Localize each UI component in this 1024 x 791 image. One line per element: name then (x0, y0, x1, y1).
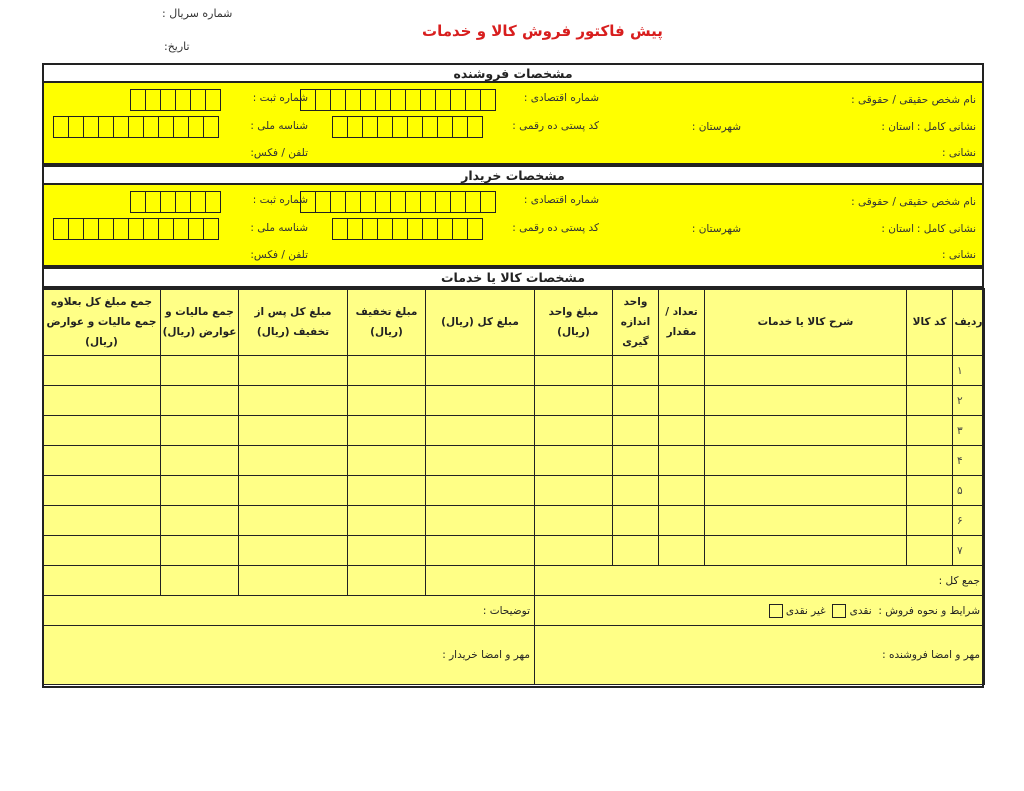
table-cell[interactable] (426, 446, 535, 476)
seller-addr-label: نشانی : (941, 147, 976, 159)
total-label: جمع کل : (535, 566, 985, 596)
col-quantity: تعداد / مقدار (659, 289, 705, 356)
date-label: تاریخ: (164, 40, 190, 53)
table-cell[interactable] (43, 356, 161, 386)
table-cell[interactable] (43, 566, 161, 596)
serial-number-label: شماره سریال : (162, 7, 233, 20)
table-cell[interactable] (43, 476, 161, 506)
buyer-province-label: استان : (881, 223, 914, 235)
table-cell[interactable] (161, 566, 239, 596)
table-row (43, 356, 985, 386)
buyer-national-boxes[interactable] (53, 218, 219, 240)
table-cell[interactable] (659, 416, 705, 446)
seller-economic-label: شماره اقتصادی : (523, 92, 599, 104)
table-row (43, 386, 985, 416)
row-number: ۵ (953, 476, 985, 506)
table-cell[interactable] (535, 386, 613, 416)
seller-name-label: نام شخص حقیقی / حقوقی : (851, 94, 976, 106)
table-cell[interactable] (535, 356, 613, 386)
cash-checkbox[interactable] (832, 604, 846, 618)
table-cell[interactable] (659, 536, 705, 566)
col-row-number: ردیف (953, 289, 985, 356)
col-unit: واحد اندازه گیری (613, 289, 659, 356)
table-cell[interactable] (705, 506, 907, 536)
table-cell[interactable] (613, 536, 659, 566)
table-cell[interactable] (348, 356, 426, 386)
col-total-price: مبلغ کل (ریال) (426, 289, 535, 356)
seller-postal-label: کد پستی ده رقمی : (512, 120, 599, 132)
notes-cell[interactable] (43, 596, 535, 626)
table-row (43, 476, 985, 506)
buyer-postal-label: کد پستی ده رقمی : (512, 222, 599, 234)
col-after-discount: مبلغ کل پس از تخفیف (ریال) (239, 289, 348, 356)
table-cell[interactable] (659, 476, 705, 506)
buyer-heading: مشخصات خریدار (42, 165, 984, 185)
table-cell[interactable] (705, 476, 907, 506)
table-row (43, 536, 985, 566)
table-cell[interactable] (426, 536, 535, 566)
table-cell[interactable] (613, 356, 659, 386)
seller-sign-label: مهر و امضا فروشنده : (882, 649, 980, 661)
notes-label: توضیحات : (482, 604, 530, 617)
row-number: ۶ (953, 506, 985, 536)
table-cell[interactable] (426, 566, 535, 596)
seller-national-label: شناسه ملی : (250, 120, 308, 132)
table-cell[interactable] (43, 536, 161, 566)
buyer-address-label: نشانی کامل : (916, 223, 976, 235)
table-cell[interactable] (705, 446, 907, 476)
table-cell[interactable] (239, 416, 348, 446)
table-cell[interactable] (705, 536, 907, 566)
signature-row (43, 626, 985, 685)
page-title: پیش فاکتور فروش کالا و خدمات (422, 22, 663, 40)
table-row (43, 506, 985, 536)
table-cell[interactable] (613, 386, 659, 416)
buyer-national-label: شناسه ملی : (250, 222, 308, 234)
table-cell[interactable] (613, 446, 659, 476)
table-cell[interactable] (348, 566, 426, 596)
seller-block (42, 83, 984, 165)
seller-national-boxes[interactable] (53, 116, 219, 138)
seller-province-label: استان : (881, 121, 914, 133)
table-cell[interactable] (239, 446, 348, 476)
row-number: ۴ (953, 446, 985, 476)
table-cell[interactable] (535, 446, 613, 476)
buyer-addr-label: نشانی : (941, 249, 976, 261)
seller-phone-label: تلفن / فکس: (250, 147, 308, 159)
table-cell[interactable] (705, 416, 907, 446)
terms-row (43, 596, 985, 626)
seller-economic-boxes[interactable] (300, 89, 496, 111)
seller-sign-cell[interactable] (535, 626, 985, 685)
buyer-reg-label: شماره ثبت : (252, 194, 308, 206)
items-header-row (43, 289, 985, 356)
table-cell[interactable] (239, 476, 348, 506)
col-tax: جمع مالیات و عوارض (ریال) (161, 289, 239, 356)
table-cell[interactable] (348, 416, 426, 446)
table-cell[interactable] (43, 506, 161, 536)
table-cell[interactable] (239, 566, 348, 596)
table-cell[interactable] (348, 476, 426, 506)
col-description: شرح کالا یا خدمات (705, 289, 907, 356)
table-cell[interactable] (907, 476, 953, 506)
col-discount: مبلغ تخفیف (ریال) (348, 289, 426, 356)
table-cell[interactable] (613, 416, 659, 446)
table-row (43, 416, 985, 446)
buyer-city-label: شهرستان : (691, 223, 741, 235)
table-cell[interactable] (705, 356, 907, 386)
seller-reg-boxes[interactable] (130, 89, 221, 111)
row-number: ۲ (953, 386, 985, 416)
total-row (43, 566, 985, 596)
buyer-name-label: نام شخص حقیقی / حقوقی : (851, 196, 976, 208)
table-cell[interactable] (161, 506, 239, 536)
table-cell[interactable] (426, 386, 535, 416)
table-cell[interactable] (426, 476, 535, 506)
table-cell[interactable] (239, 386, 348, 416)
table-cell[interactable] (348, 536, 426, 566)
seller-postal-boxes[interactable] (332, 116, 483, 138)
col-unit-price: مبلغ واحد (ریال) (535, 289, 613, 356)
table-cell[interactable] (907, 536, 953, 566)
table-cell[interactable] (535, 536, 613, 566)
seller-address-label: نشانی کامل : (916, 121, 976, 133)
terms-label: شرایط و نحوه فروش : (878, 604, 980, 617)
table-cell[interactable] (161, 446, 239, 476)
table-cell[interactable] (348, 386, 426, 416)
row-number: ۳ (953, 416, 985, 446)
table-cell[interactable] (161, 476, 239, 506)
buyer-sign-cell[interactable] (43, 626, 535, 685)
row-number: ۷ (953, 536, 985, 566)
table-cell[interactable] (535, 506, 613, 536)
noncash-label: غیر نقدی (785, 604, 826, 617)
table-cell[interactable] (239, 506, 348, 536)
table-cell[interactable] (659, 356, 705, 386)
table-cell[interactable] (426, 356, 535, 386)
table-cell[interactable] (348, 506, 426, 536)
terms-cell (535, 596, 985, 626)
table-cell[interactable] (907, 506, 953, 536)
table-cell[interactable] (659, 506, 705, 536)
table-cell[interactable] (426, 506, 535, 536)
row-number: ۱ (953, 356, 985, 386)
table-cell[interactable] (161, 416, 239, 446)
seller-heading: مشخصات فروشنده (42, 63, 984, 83)
table-cell[interactable] (161, 386, 239, 416)
col-grand-total: جمع مبلغ کل بعلاوه جمع مالیات و عوارض (ریال) (43, 289, 161, 356)
noncash-checkbox[interactable] (769, 604, 783, 618)
table-cell[interactable] (43, 416, 161, 446)
table-cell[interactable] (705, 386, 907, 416)
table-cell[interactable] (535, 416, 613, 446)
buyer-economic-boxes[interactable] (300, 191, 496, 213)
buyer-postal-boxes[interactable] (332, 218, 483, 240)
table-cell[interactable] (43, 446, 161, 476)
table-cell[interactable] (43, 386, 161, 416)
table-cell[interactable] (239, 536, 348, 566)
buyer-block (42, 185, 984, 267)
items-heading: مشخصات کالا یا خدمات (42, 267, 984, 288)
table-cell[interactable] (907, 356, 953, 386)
buyer-sign-label: مهر و امضا خریدار : (442, 649, 530, 661)
buyer-reg-boxes[interactable] (130, 191, 221, 213)
table-cell[interactable] (161, 356, 239, 386)
buyer-economic-label: شماره اقتصادی : (523, 194, 599, 206)
table-cell[interactable] (659, 446, 705, 476)
seller-reg-label: شماره ثبت : (252, 92, 308, 104)
table-cell[interactable] (613, 506, 659, 536)
table-row (43, 446, 985, 476)
table-cell[interactable] (613, 476, 659, 506)
cash-label: نقدی (849, 604, 872, 617)
items-table (42, 288, 985, 685)
col-item-code: کد کالا (907, 289, 953, 356)
table-cell[interactable] (907, 446, 953, 476)
table-cell[interactable] (907, 416, 953, 446)
table-cell[interactable] (659, 386, 705, 416)
buyer-phone-label: تلفن / فکس: (250, 249, 308, 261)
table-cell[interactable] (239, 356, 348, 386)
seller-city-label: شهرستان : (691, 121, 741, 133)
table-cell[interactable] (907, 386, 953, 416)
table-cell[interactable] (426, 416, 535, 446)
table-cell[interactable] (161, 536, 239, 566)
table-cell[interactable] (535, 476, 613, 506)
table-cell[interactable] (348, 446, 426, 476)
